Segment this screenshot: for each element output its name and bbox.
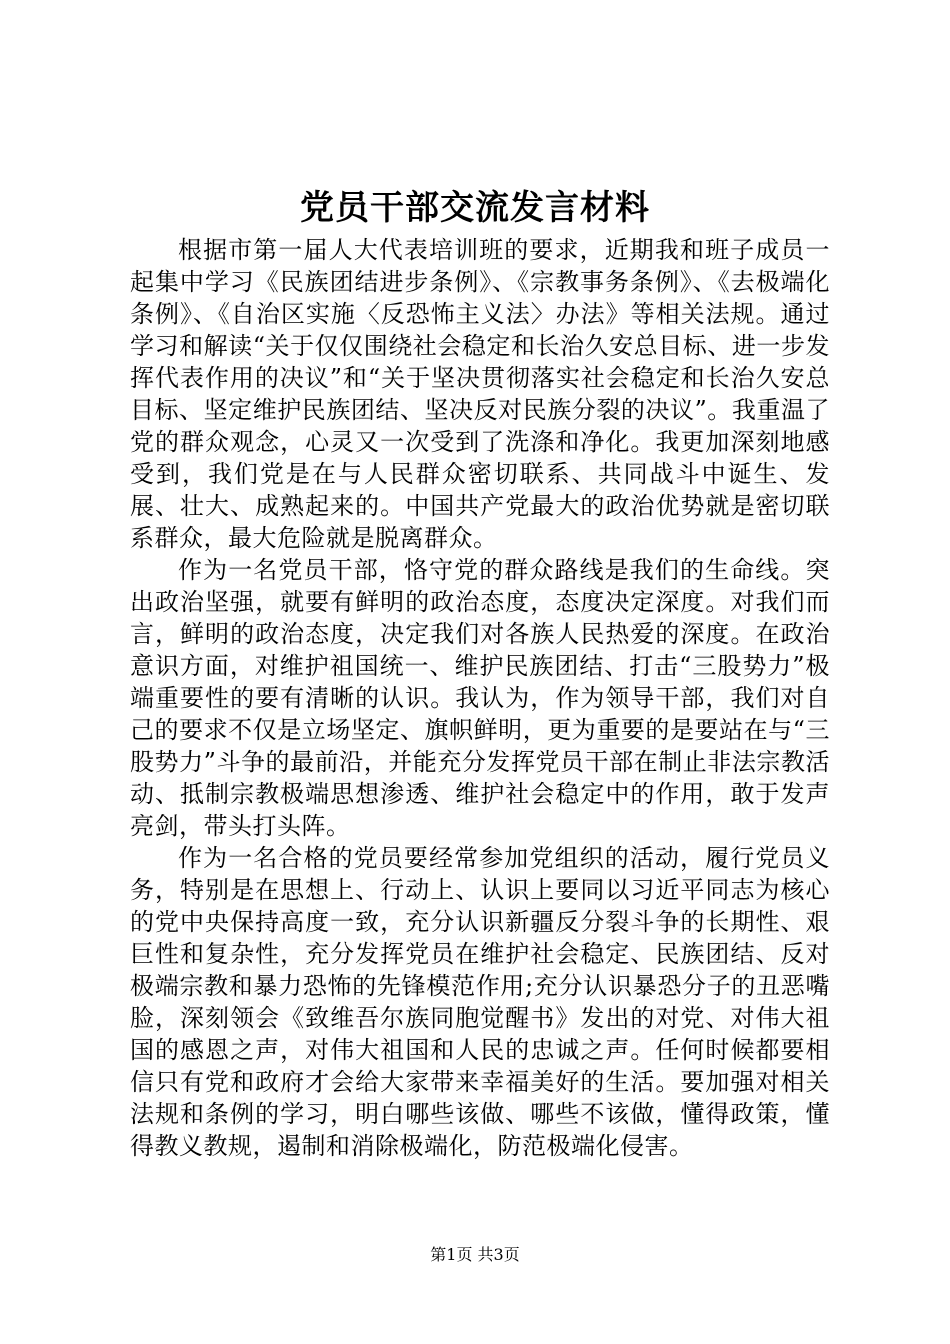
document-title: 党员干部交流发言材料 [300,188,650,228]
page-number-footer: 第1页 共3页 [430,1245,520,1264]
document-body [130,234,830,1162]
paragraph-3: 作为一名合格的党员要经常参加党组织的活动，履行党员义务，特别是在思想上、行动上、认识上要同以习近平同志为核心的党中央保持高度一致，充分认识新疆反分裂斗争的长期性、艰巨性和复杂性，充分发挥党员在维护社会稳定、民族团结、反对极端宗教和暴力恐怖的先锋模范作用;充分认识暴恐分子的丑恶嘴脸，深刻领会《致维吾尔族同胞觉醒书》发出的对党、对伟大祖国的感恩之声，对伟大祖国和人民的忠诚之声。任何时候都要相信只有党和政府才会给大家带来幸福美好的生活。要加强对相关法规和条例的学习，明白哪些该做、哪些不该做，懂得政策，懂得教义教规，遏制和消除极端化，防范极端化侵害。 [130,844,830,1160]
paragraph-1: 根据市第一届人大代表培训班的要求，近期我和班子成员一起集中学习《民族团结进步条例》、《宗教事务条例》、《去极端化条例》、《自治区实施〈反恐怖主义法〉办法》等相关法规。通过学习和解读“关于仅仅围绕社会稳定和长治久安总目标、进一步发挥代表作用的决议”和“关于坚决贯彻落实社会稳定和长治久安总目标、坚定维护民族团结、坚决反对民族分裂的决议”。我重温了党的群众观念，心灵又一次受到了洗涤和净化。我更加深刻地感受到，我们党是在与人民群众密切联系、共同战斗中诞生、发展、壮大、成熟起来的。中国共产党最大的政治优势就是密切联系群众，最大危险就是脱离群众。 [130,236,830,552]
paragraph-2: 作为一名党员干部，恪守党的群众路线是我们的生命线。突出政治坚强，就要有鲜明的政治态度，态度决定深度。对我们而言，鲜明的政治态度，决定我们对各族人民热爱的深度。在政治意识方面，对维护祖国统一、维护民族团结、打击“三股势力”极端重要性的要有清晰的认识。我认为，作为领导干部，我们对自己的要求不仅是立场坚定、旗帜鲜明，更为重要的是要站在与“三股势力”斗争的最前沿，并能充分发挥党员干部在制止非法宗教活动、抵制宗教极端思想渗透、维护社会稳定中的作用，敢于发声亮剑，带头打头阵。 [130,556,830,840]
